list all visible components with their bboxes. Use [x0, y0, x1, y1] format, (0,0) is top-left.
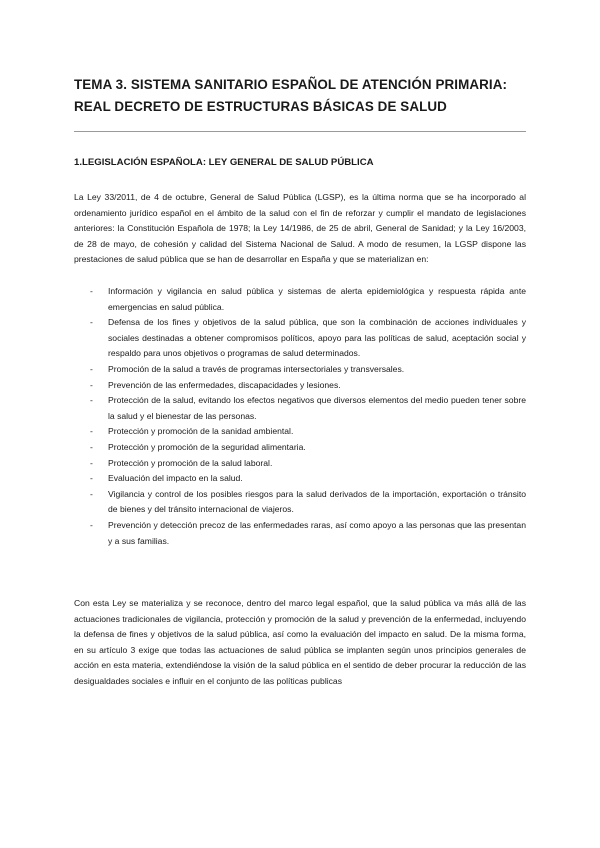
list-item — [74, 487, 526, 518]
bullet-dash: - — [90, 457, 93, 468]
list-item — [74, 456, 526, 472]
list-item-text: Evaluación del impacto en la salud. — [108, 473, 243, 484]
intro-paragraph: La Ley 33/2011, de 4 de octubre, General de Salud Pública (LGSP), es la última norma que se ha incorporado al ordenamiento jurídico español en el ámbito de la salud con el fin de reforzar y cumplir el mandato de legislaciones anteriores: la Constitución Española de 1978; la Ley 14/1986, de 25 de abril, General de Sanidad; y la Ley 16/2003, de 28 de mayo, de cohesión y calidad del Sistema Nacional de Salud. A modo de resumen, la LGSP dispone las prestaciones de salud pública que se han de desarrollar en España y que se materializan en: — [74, 192, 526, 265]
list-item-text: Prevención de las enfermedades, discapacidades y lesiones. — [108, 379, 341, 390]
bullet-dash: - — [90, 395, 93, 406]
bullet-dash: - — [90, 363, 93, 374]
list-item — [74, 393, 526, 424]
list-item-text: Protección y promoción de la salud laboral. — [108, 457, 273, 468]
bullet-dash: - — [90, 441, 93, 452]
list-item — [74, 378, 526, 394]
bullet-dash: - — [90, 379, 93, 390]
list-item — [74, 518, 526, 549]
list-item-text: Defensa de los fines y objetivos de la salud pública, que son la combinación de acciones individuales y sociales destinadas a obtener compromisos políticos, apoyo para las políticas de salud, aceptación social y respaldo para unos objetivos o programas de salud determinados. — [108, 317, 526, 359]
list-item-text: Protección y promoción de la seguridad alimentaria. — [108, 441, 306, 452]
bullet-dash: - — [90, 519, 93, 530]
list-item-text: Protección de la salud, evitando los efectos negativos que diversos elementos del medio pueden tener sobre la salud y el bienestar de las personas. — [108, 395, 526, 421]
list-item — [74, 362, 526, 378]
title-divider — [74, 131, 526, 132]
bullet-dash: - — [90, 426, 93, 437]
bullet-dash: - — [90, 473, 93, 484]
list-item-text: Protección y promoción de la sanidad ambiental. — [108, 426, 294, 437]
list-item-text: Prevención y detección precoz de las enfermedades raras, así como apoyo a las personas que las presentan y a sus familias. — [108, 519, 526, 546]
list-item — [74, 315, 526, 362]
list-item-text: Información y vigilancia en salud pública y sistemas de alerta epidemiológica y respuesta rápida ante emergencias en salud pública. — [108, 286, 526, 312]
conclusion-paragraph: Con esta Ley se materializa y se reconoce, dentro del marco legal español, que la salud pública va más allá de las actuaciones tradicionales de vigilancia, protección y promoción de la salud y prevención de la enfermedad, incluyendo la defensa de fines y objetivos de la salud pública, así como la evaluación del impacto en salud. De la misma forma, en su artículo 3 exige que todas las actuaciones de salud pública se implanten según unos principios generales de acción en esta materia, extendiéndose la visión de la salud pública en el sentido de deber procurar la reducción de las desigualdades sociales e influir en el conjunto de las políticas publicas — [74, 598, 526, 686]
list-item — [74, 471, 526, 487]
list-item-text: Vigilancia y control de los posibles riesgos para la salud derivados de la importación, exportación o tránsito de bienes y del tránsito internacional de viajeros. — [108, 488, 526, 515]
list-item — [74, 440, 526, 456]
bullet-dash: - — [90, 286, 93, 296]
list-item-text: Promoción de la salud a través de programas intersectoriales y transversales. — [108, 363, 405, 374]
document-title: TEMA 3. SISTEMA SANITARIO ESPAÑOL DE ATENCIÓN PRIMARIA: REAL DECRETO DE ESTRUCTURAS BÁSICAS DE SALUD — [74, 77, 508, 114]
list-item — [74, 424, 526, 440]
section-heading: 1.LEGISLACIÓN ESPAÑOLA: LEY GENERAL DE SALUD PÚBLICA — [74, 157, 374, 168]
bullet-dash: - — [90, 488, 93, 499]
benefits-list — [74, 284, 526, 549]
bullet-dash: - — [90, 317, 93, 328]
list-item — [74, 284, 526, 315]
